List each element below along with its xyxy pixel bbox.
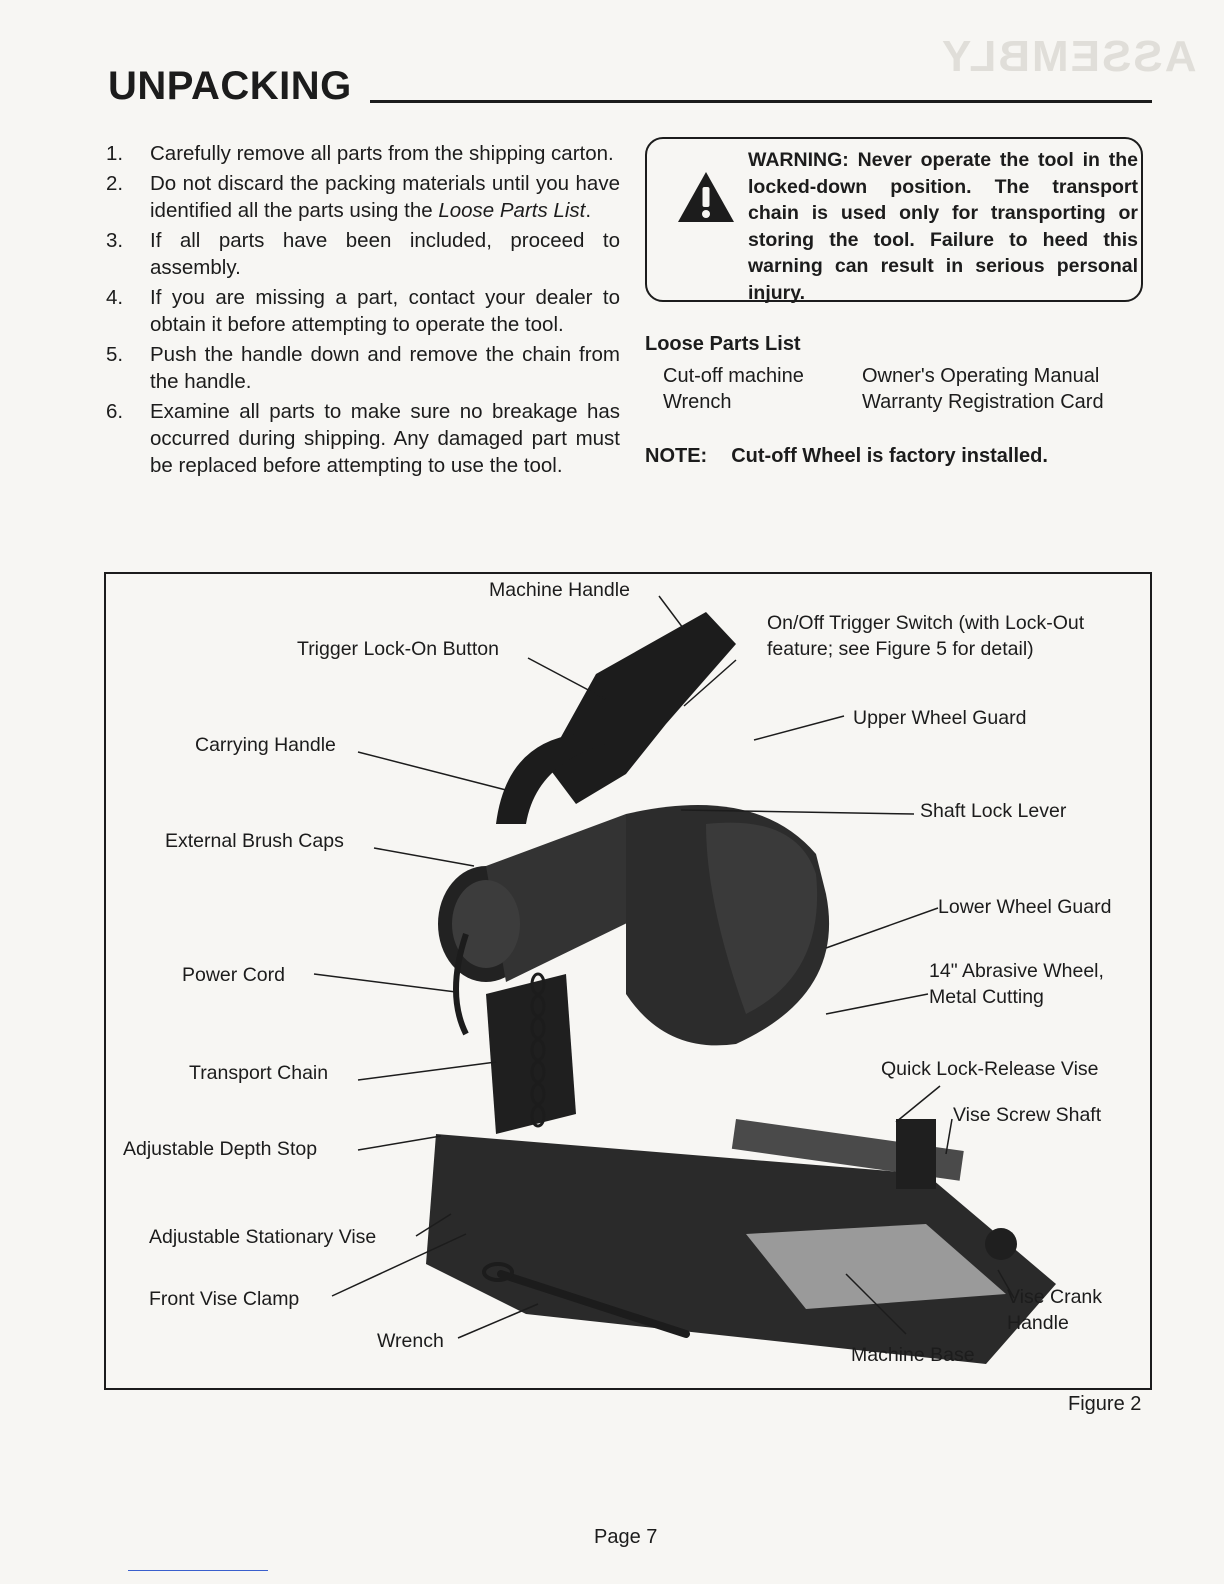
note-text: Cut-off Wheel is factory installed. [731,445,1048,467]
label-on-off-trigger: On/Off Trigger Switch (with Lock-Out [767,612,1085,634]
list-item: 3. If all parts have been included, proceed to assembly. [106,229,620,279]
loose-parts-heading: Loose Parts List [645,333,801,355]
label-front-vise-clamp: Front Vise Clamp [149,1288,300,1310]
label-power-cord: Power Cord [182,964,285,986]
note [645,445,1048,468]
warning-text: WARNING: Never operate the tool in the locked-down position. The transport chain is used only for transporting or storing the tool. Failure to heed this warning can result in serious personal injury. [748,149,1138,304]
page-number: Page 7 [594,1526,658,1548]
label-depth-stop: Adjustable Depth Stop [123,1138,318,1160]
title-rule [370,100,1152,103]
label-abrasive-wheel: 14" Abrasive Wheel, [929,960,1104,982]
list-item: 4. If you are missing a part, contact your dealer to obtain it before attempting to operate the tool. [106,286,620,336]
label-vise-screw-shaft: Vise Screw Shaft [953,1104,1102,1126]
list-item: Warranty Registration Card [862,391,1104,413]
list-item: Owner's Operating Manual [862,365,1100,387]
label-wrench: Wrench [377,1330,444,1352]
unpacking-steps [106,140,620,482]
label-on-off-trigger-detail: feature; see Figure 5 for detail) [767,638,1034,660]
list-item: 2. Do not discard the packing materials until you have identified all the parts using the Loose Parts List. [106,172,620,222]
label-quick-lock-vise: Quick Lock-Release Vise [881,1058,1099,1080]
label-machine-base: Machine Base [851,1344,975,1366]
label-external-brush-caps: External Brush Caps [165,830,344,852]
label-vise-crank: Vise Crank [1007,1286,1103,1308]
figure-2 [104,572,1152,1390]
label-transport-chain: Transport Chain [189,1062,329,1084]
list-item: 1. Carefully remove all parts from the shipping carton. [106,142,614,165]
divider [128,1570,268,1571]
label-trigger-lock-on: Trigger Lock-On Button [297,638,499,660]
figure-caption: Figure 2 [1068,1393,1142,1415]
note-label: NOTE: [645,445,708,467]
label-vise-crank-handle: Handle [1007,1312,1069,1334]
list-item: Cut-off machine [663,365,804,387]
list-item: 6. Examine all parts to make sure no breakage has occurred during shipping. Any damaged part must be replaced before attempting to use the tool. [106,400,620,477]
label-abrasive-wheel-type: Metal Cutting [929,986,1044,1008]
label-carrying-handle: Carrying Handle [195,734,336,756]
bleed-through-heading: ASSEMBLY [940,32,1197,81]
label-stationary-vise: Adjustable Stationary Vise [149,1226,377,1248]
list-item: 5. Push the handle down and remove the chain from the handle. [106,343,620,393]
list-item: Wrench [663,391,732,413]
warning-triangle-icon [677,171,735,223]
label-machine-handle: Machine Handle [489,579,630,601]
page-title: UNPACKING [108,64,352,108]
label-shaft-lock-lever: Shaft Lock Lever [920,800,1067,822]
label-upper-wheel-guard: Upper Wheel Guard [853,707,1027,729]
label-lower-wheel-guard: Lower Wheel Guard [938,896,1112,918]
warning-box [645,137,1143,302]
